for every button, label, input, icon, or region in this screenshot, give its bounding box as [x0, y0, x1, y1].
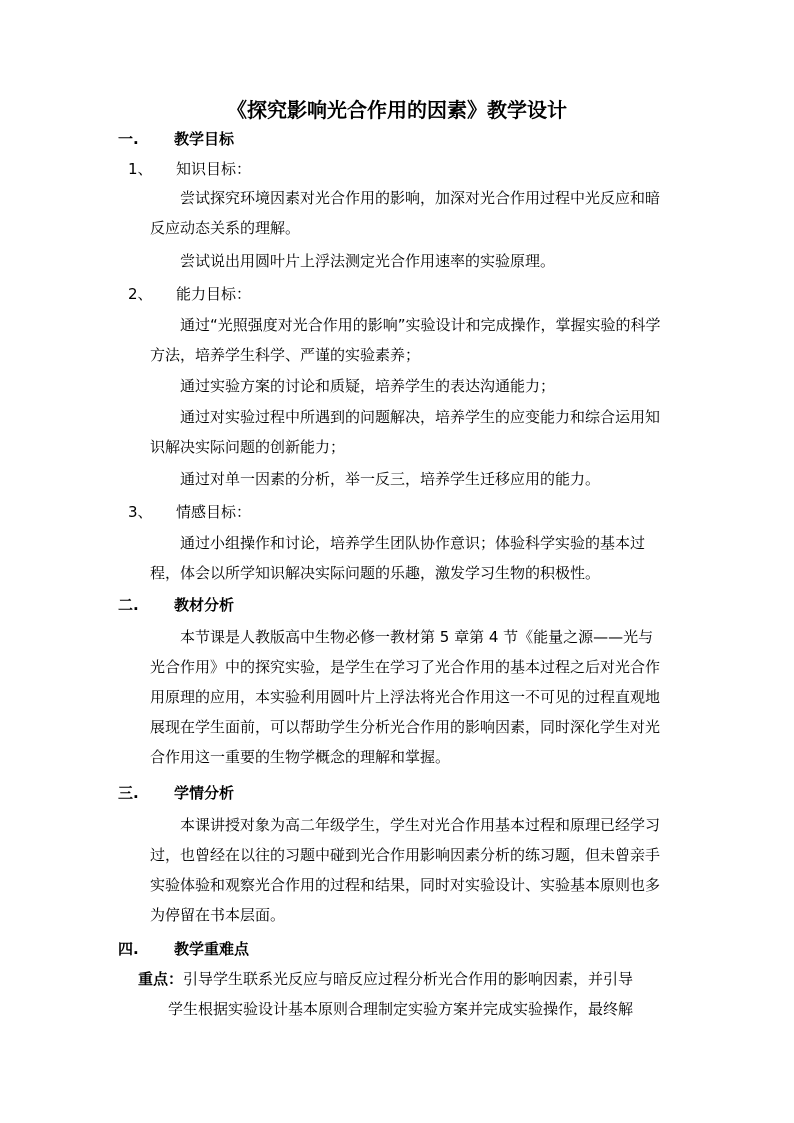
goal-number: 1、 — [128, 160, 153, 178]
goal-title: 能力目标： — [176, 285, 252, 303]
key-points-line-1: 引导学生联系光反应与暗反应过程分析光合作用的影响因素，并引导 — [183, 970, 634, 988]
section-title: 教材分析 — [174, 596, 235, 614]
section-title: 教学重难点 — [174, 940, 250, 958]
ability-paragraph-2: 通过实验方案的讨论和质疑，培养学生的表达沟通能力； — [180, 377, 556, 395]
textbook-paragraph: 本节课是人教版高中生物必修一教材第 5 章第 4 节《能量之源——光与光合作用》中的探究实验，是学生在学习了光合作用的基本过程之后对光合作用原理的应用，本实验利用圆叶片上浮法将光合作用这一不可见的过程直观地展现在学生面前，可以帮助学生分析光合作用的影响因素，同时深化学生对光合作用这一重要的生物学概念的理解和掌握。 — [150, 628, 661, 766]
section-title: 学情分析 — [174, 784, 235, 802]
section-number: 二. — [118, 596, 139, 614]
emotion-paragraph: 通过小组操作和讨论，培养学生团队协作意识；体验科学实验的基本过程，体会以所学知识解决实际问题的乐趣，激发学习生物的积极性。 — [150, 534, 646, 582]
ability-paragraph-4: 通过对单一因素的分析，举一反三，培养学生迁移应用的能力。 — [180, 470, 601, 488]
key-points-line-2: 学生根据实验设计基本原则合理制定实验方案并完成实验操作，最终解 — [168, 1000, 634, 1018]
key-points-paragraph — [138, 964, 662, 1018]
document-title: 《探究影响光合作用的因素》教学设计 — [227, 98, 567, 122]
section-number: 四. — [118, 940, 139, 958]
goal-number: 3、 — [128, 503, 153, 521]
section-number: 三. — [118, 784, 139, 802]
knowledge-paragraph-2: 尝试说出用圆叶片上浮法测定光合作用速率的实验原理。 — [180, 252, 556, 270]
students-paragraph: 本课讲授对象为高二年级学生，学生对光合作用基本过程和原理已经学习过，也曾经在以往的习题中碰到光合作用影响因素分析的练习题，但未曾亲手实验体验和观察光合作用的过程和结果，同时对实验设计、实验基本原则也多为停留在书本层面。 — [150, 816, 661, 924]
key-points-label: 重点： — [138, 970, 184, 988]
goal-title: 情感目标： — [176, 503, 252, 521]
goal-title: 知识目标： — [176, 160, 252, 178]
section-number: 一. — [118, 130, 139, 148]
knowledge-paragraph-1: 尝试探究环境因素对光合作用的影响，加深对光合作用过程中光反应和暗反应动态关系的理解。 — [150, 189, 661, 237]
goal-number: 2、 — [128, 285, 153, 303]
ability-paragraph-1: 通过“光照强度对光合作用的影响”实验设计和完成操作，掌握实验的科学方法，培养学生科学、严谨的实验素养； — [150, 316, 661, 364]
section-title: 教学目标 — [174, 130, 235, 148]
ability-paragraph-3: 通过对实验过程中所遇到的问题解决，培养学生的应变能力和综合运用知识解决实际问题的创新能力； — [150, 408, 661, 456]
